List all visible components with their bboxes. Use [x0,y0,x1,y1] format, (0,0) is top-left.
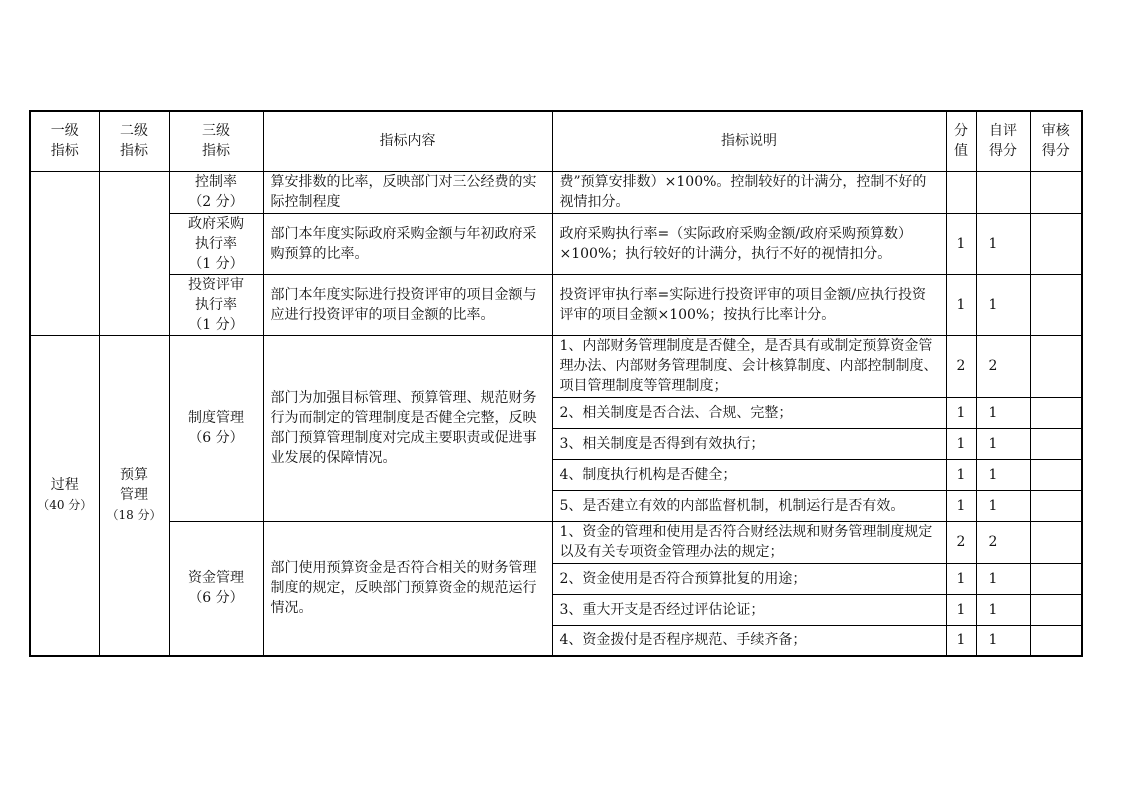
review-score-cell [1030,171,1082,213]
header-level3: 三级 指标 [169,111,263,171]
content-funds-cell: 部门使用预算资金是否符合相关的财务管理制度的规定，反映部门预算资金的规范运行情况。 [263,521,552,656]
score-cell [946,171,976,213]
note-cell: 2、相关制度是否合法、合规、完整； [552,397,946,428]
review-score-cell [1030,490,1082,521]
header-row [30,111,1082,171]
header-content: 指标内容 [263,111,552,171]
header-level2: 二级 指标 [99,111,169,171]
review-score-cell [1030,625,1082,656]
level2-budget-cell [99,335,169,656]
score-cell: 1 [946,274,976,335]
score-cell: 1 [946,563,976,594]
self-score-cell: 2 [976,521,1030,563]
self-score-cell: 1 [976,459,1030,490]
content-cell: 算安排数的比率，反映部门对三公经费的实际控制程度 [263,171,552,213]
content-cell: 部门本年度实际政府采购金额与年初政府采购预算的比率。 [263,213,552,274]
review-score-cell [1030,335,1082,397]
review-score-cell [1030,459,1082,490]
level3-funds-cell: 资金管理 （6 分） [169,521,263,656]
table-row [30,521,1082,563]
evaluation-table [29,110,1083,657]
level2-points: （18 分） [106,508,162,523]
note-cell: 3、相关制度是否得到有效执行； [552,428,946,459]
self-score-cell: 1 [976,428,1030,459]
level3-system-cell: 制度管理 （6 分） [169,335,263,521]
review-score-cell [1030,521,1082,563]
score-cell: 1 [946,428,976,459]
score-cell: 1 [946,625,976,656]
self-score-cell: 1 [976,274,1030,335]
level2-label: 预算 管理 [120,467,148,504]
review-score-cell [1030,397,1082,428]
note-cell: 4、资金拨付是否程序规范、手续齐备； [552,625,946,656]
header-level1: 一级 指标 [30,111,99,171]
score-cell: 1 [946,490,976,521]
self-score-cell: 1 [976,397,1030,428]
header-review-score: 审核 得分 [1030,111,1082,171]
note-cell: 1、内部财务管理制度是否健全，是否具有或制定预算资金管理办法、内部财务管理制度、会计核算制度、内部控制制度、项目管理制度等管理制度； [552,335,946,397]
review-score-cell [1030,213,1082,274]
score-cell: 1 [946,213,976,274]
level3-cell: 政府采购 执行率 （1 分） [169,213,263,274]
header-note: 指标说明 [552,111,946,171]
table-row [30,335,1082,397]
score-cell: 1 [946,459,976,490]
self-score-cell: 2 [976,335,1030,397]
header-score: 分 值 [946,111,976,171]
self-score-cell: 1 [976,625,1030,656]
self-score-cell: 1 [976,563,1030,594]
self-score-cell: 1 [976,594,1030,625]
level2-cell-empty [99,171,169,335]
score-cell: 1 [946,397,976,428]
table-row [30,171,1082,213]
header-self-score: 自评 得分 [976,111,1030,171]
note-cell: 投资评审执行率=实际进行投资评审的项目金额/应执行投资评审的项目金额×100%；按执行比率计分。 [552,274,946,335]
note-cell: 4、制度执行机构是否健全； [552,459,946,490]
review-score-cell [1030,428,1082,459]
level1-process-cell [30,335,99,656]
self-score-cell: 1 [976,213,1030,274]
note-cell: 政府采购执行率=（实际政府采购金额/政府采购预算数）×100%；执行较好的计满分，执行不好的视情扣分。 [552,213,946,274]
self-score-cell: 1 [976,490,1030,521]
level1-cell-empty [30,171,99,335]
score-cell: 2 [946,521,976,563]
level1-label: 过程 [50,477,79,494]
note-cell: 2、资金使用是否符合预算批复的用途； [552,563,946,594]
note-cell: 1、资金的管理和使用是否符合财经法规和财务管理制度规定以及有关专项资金管理办法的规定； [552,521,946,563]
review-score-cell [1030,594,1082,625]
content-system-cell: 部门为加强目标管理、预算管理、规范财务行为而制定的管理制度是否健全完整，反映部门预算管理制度对完成主要职责或促进事业发展的保障情况。 [263,335,552,521]
level3-cell: 控制率 （2 分） [169,171,263,213]
content-cell: 部门本年度实际进行投资评审的项目金额与应进行投资评审的项目金额的比率。 [263,274,552,335]
score-cell: 1 [946,594,976,625]
score-cell: 2 [946,335,976,397]
review-score-cell [1030,563,1082,594]
table-row [30,213,1082,274]
table-row [30,274,1082,335]
review-score-cell [1030,274,1082,335]
note-cell: 费”预算安排数）×100%。控制较好的计满分，控制不好的视情扣分。 [552,171,946,213]
note-cell: 3、重大开支是否经过评估论证； [552,594,946,625]
level1-points: （40 分） [37,498,93,513]
note-cell: 5、是否建立有效的内部监督机制，机制运行是否有效。 [552,490,946,521]
self-score-cell [976,171,1030,213]
level3-cell: 投资评审 执行率 （1 分） [169,274,263,335]
